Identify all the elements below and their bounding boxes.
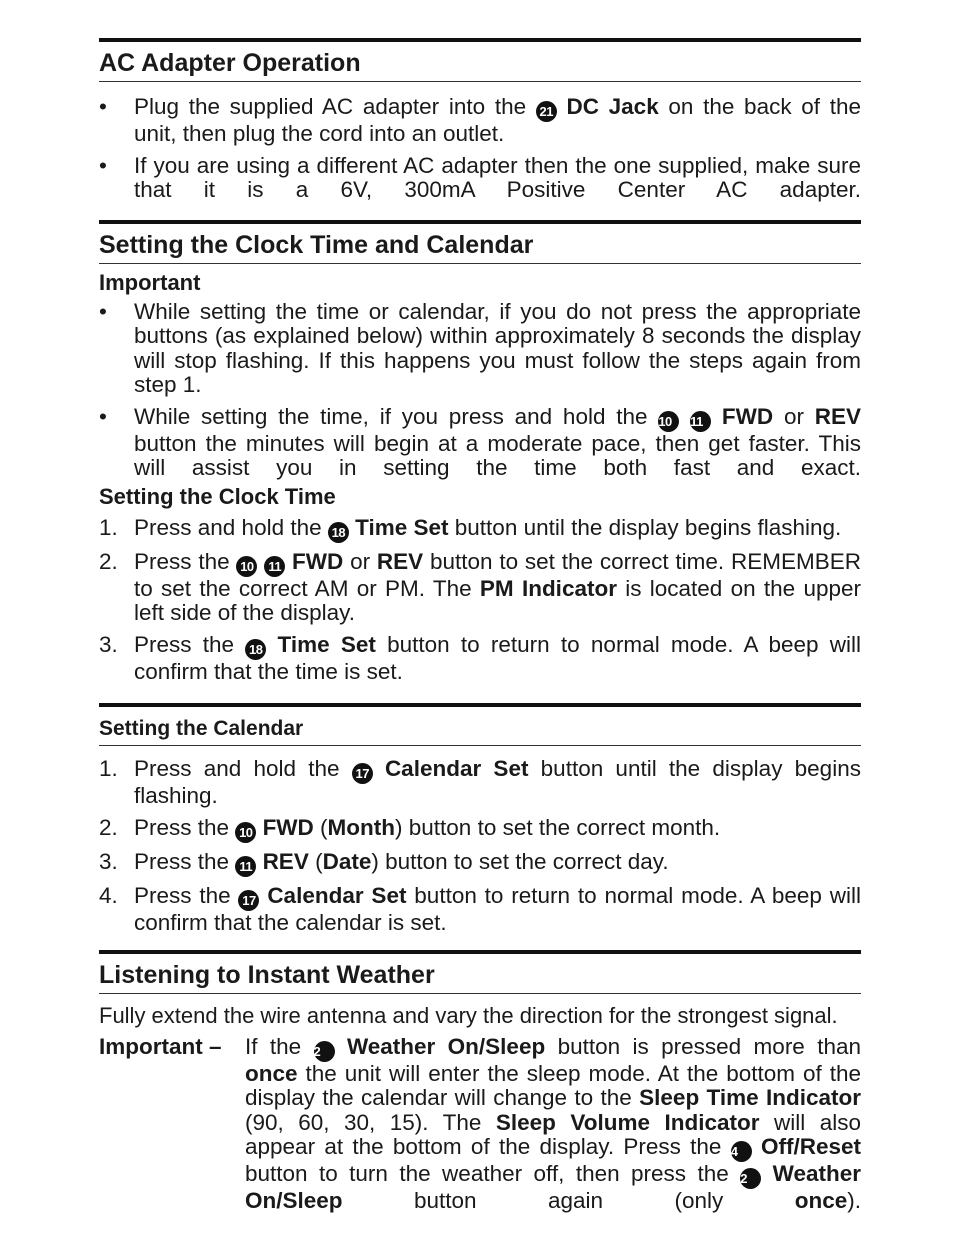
section-title: Setting the Calendar [99, 716, 861, 746]
bullet-marker: • [99, 94, 107, 119]
bullet-item [99, 300, 861, 398]
step-number: 3. [99, 848, 118, 874]
section-title: Setting the Clock Time and Calendar [99, 224, 861, 264]
rev-number-icon: 11 [264, 556, 285, 577]
time-set-number-icon: 18 [245, 639, 266, 660]
step-item [99, 633, 861, 685]
weather-on-sleep-number-icon: 2 [314, 1041, 335, 1062]
calendar-set-number-icon: 17 [238, 890, 259, 911]
weather-on-sleep-number-icon: 2 [740, 1168, 761, 1189]
important-note [99, 1035, 861, 1214]
off-reset-number-icon: 4 [731, 1141, 752, 1162]
step-item [99, 757, 861, 809]
step-text: Press and hold the 17 Calendar Set button until the display begins flashing. [134, 756, 861, 808]
step-text: Press and hold the 18 Time Set button until the display begins flashing. [134, 516, 861, 543]
section-title: Listening to Instant Weather [99, 954, 861, 994]
time-set-number-icon: 18 [328, 522, 349, 543]
bullet-marker: • [99, 152, 107, 178]
bullet-text: While setting the time or calendar, if you do not press the appropriate buttons (as explained below) within approximately 8 seconds the display will stop flashing. If this happens you must follow the steps again from step 1. [134, 298, 861, 397]
bullet-text: If you are using a different AC adapter then the one supplied, make sure that it is a 6V, 300mA Positive Center AC adapter. [134, 152, 861, 202]
step-text: Press the 17 Calendar Set button to return to normal mode. A beep will confirm that the calendar is set. [134, 882, 861, 935]
fwd-number-icon: 10 [658, 411, 679, 432]
fwd-number-icon: 10 [236, 556, 257, 577]
calendar-set-number-icon: 17 [352, 763, 373, 784]
step-item [99, 816, 861, 843]
step-number: 1. [99, 514, 118, 540]
bullet-item [99, 154, 861, 203]
important-label: Important – [99, 1033, 222, 1059]
step-text: Press the 10 11 FWD or REV button to set the correct time. REMEMBER to set the correct AM or PM. The PM Indicator is located on the upper left side of the display. [134, 548, 862, 625]
step-number: 4. [99, 882, 118, 908]
section-title: AC Adapter Operation [99, 42, 861, 82]
manual-page [99, 38, 861, 1214]
clock-calendar-section [99, 220, 861, 685]
dc-jack-number-icon: 21 [536, 101, 557, 122]
bullet-marker: • [99, 298, 107, 324]
calendar-section [99, 703, 861, 935]
step-item [99, 516, 861, 543]
step-number: 3. [99, 631, 118, 657]
step-item [99, 850, 861, 877]
step-number: 2. [99, 548, 118, 574]
step-item [99, 884, 861, 936]
step-text: Press the 10 FWD (Month) button to set the correct month. [134, 816, 861, 843]
step-number: 1. [99, 756, 118, 781]
bullet-marker: • [99, 403, 107, 429]
step-number: 2. [99, 814, 118, 840]
ac-adapter-section [99, 38, 861, 203]
rev-number-icon: 11 [235, 856, 256, 877]
antenna-paragraph: Fully extend the wire antenna and vary the direction for the strongest signal. [99, 1003, 838, 1028]
important-heading: Important [99, 269, 201, 295]
bullet-item [99, 405, 861, 481]
bullet-text: Plug the supplied AC adapter into the 21 DC Jack on the back of the unit, then plug the cord into an outlet. [134, 94, 861, 146]
instant-weather-section [99, 950, 861, 1214]
step-item [99, 550, 861, 626]
step-text: Press the 18 Time Set button to return to normal mode. A beep will confirm that the time is set. [134, 631, 861, 684]
rev-number-icon: 11 [690, 411, 711, 432]
fwd-number-icon: 10 [235, 822, 256, 843]
important-text: If the 2 Weather On/Sleep button is pressed more than once the unit will enter the sleep mode. At the bottom of the display the calendar will change to the Sleep Time Indicator (90, 60, 30, 15). The Sleep Volume Indicator will also appear at the bottom of the display. Press the 4 Off/Reset button to turn the weather off, then press the 2 Weather On/Sleep button again (only once). [245, 1033, 861, 1213]
bullet-item [99, 95, 861, 147]
bullet-text: While setting the time, if you press and hold the 10 11 FWD or REV button the minutes will begin at a moderate pace, then get faster. This will assist you in setting the time both fast and exact. [134, 403, 861, 480]
step-text: Press the 11 REV (Date) button to set the correct day. [134, 850, 861, 877]
clock-time-heading: Setting the Clock Time [99, 483, 336, 509]
